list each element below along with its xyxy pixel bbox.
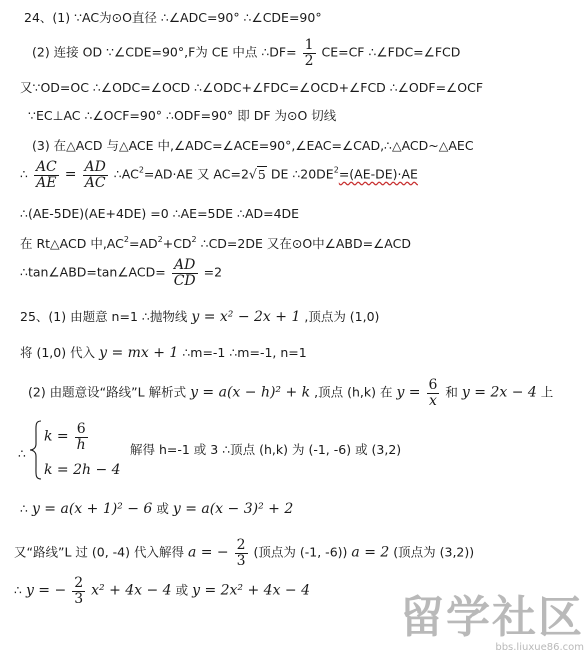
text: (2) 连接 OD ∵∠CDE=90°,F为 CE 中点 ∴DF= <box>32 44 297 60</box>
text: ,顶点 (h,k) 在 <box>314 384 393 400</box>
text: 和 <box>445 384 458 400</box>
superscript: 2 <box>157 235 163 244</box>
denominator: 3 <box>236 552 246 569</box>
text: 又“路线”L 过 (0, -4) 代入解得 <box>14 544 184 560</box>
text: 或 <box>156 501 169 516</box>
text: (顶点为 (3,2)) <box>393 544 475 560</box>
numerator: AC <box>35 159 57 175</box>
text: ∵EC⊥AC ∴∠OCF=90° ∴ODF=90° 即 DF 为⊙O 切线 <box>28 108 337 123</box>
q24-part1 <box>24 12 322 25</box>
fraction-one-half <box>303 38 316 68</box>
q24-part3-line4 <box>20 236 411 251</box>
denominator: AC <box>84 174 106 191</box>
numerator: 6 <box>76 421 86 437</box>
text: 上 <box>540 384 554 400</box>
superscript: 2 <box>138 165 144 175</box>
superscript: 2 <box>123 235 129 244</box>
fraction-2-over-3 <box>235 538 248 568</box>
equation: k = 2h − 4 <box>44 462 121 478</box>
equation: a = − <box>187 544 229 561</box>
equation: y = − <box>25 582 67 599</box>
watermark-url: bbs.liuxue86.com <box>495 642 584 653</box>
fraction-ac-over-ae <box>34 160 59 190</box>
text: = <box>64 166 77 183</box>
watermark-logo: 留学社区 <box>400 592 584 643</box>
system-eq2 <box>44 462 121 478</box>
equation-system <box>18 420 121 480</box>
equation: y = a(x − h)² + k <box>190 384 311 401</box>
fraction-ad-over-ac <box>82 160 107 190</box>
denominator: CD <box>173 272 196 289</box>
q24-part2-line3 <box>28 110 336 123</box>
text: =AD <box>128 236 158 251</box>
fraction-ad-over-cd <box>172 258 198 288</box>
q25-part2-line1 <box>28 378 553 408</box>
q24-part3-line1 <box>32 140 474 153</box>
fraction-6-over-x <box>427 378 440 408</box>
equation: y = mx + 1 <box>99 345 179 361</box>
text: =AD·AE 又 AC=2 <box>143 166 249 182</box>
equation: y = 2x − 4 <box>461 384 537 401</box>
numerator: AD <box>84 159 106 175</box>
text: +CD <box>162 236 192 251</box>
system-eq1 <box>44 422 90 452</box>
text: 25、(1) 由题意 n=1 ∴抛物线 <box>20 309 188 324</box>
watermark <box>400 592 584 653</box>
text: DE ∴20DE <box>270 166 334 182</box>
text: =2 <box>203 264 223 280</box>
denominator: 2 <box>304 52 314 69</box>
radicand: 5 <box>257 166 266 182</box>
q25-part2-line3 <box>20 502 293 516</box>
numerator: 1 <box>304 37 314 53</box>
denominator: AE <box>36 174 57 191</box>
text: ∴m=-1 ∴m=-1, n=1 <box>182 345 307 360</box>
text: ∴ <box>20 501 28 516</box>
text: CE=CF ∴∠FDC=∠FCD <box>321 44 461 60</box>
text: ∴(AE-5DE)(AE+4DE) =0 ∴AE=5DE ∴AD=4DE <box>20 206 300 221</box>
text: (2) 由题意设“路线”L 解析式 <box>28 384 187 400</box>
equation: k = <box>44 428 69 445</box>
sqrt-5: √5 <box>248 166 266 182</box>
text: ∴AC <box>113 166 139 182</box>
therefore-symbol: ∴ <box>18 446 26 461</box>
fraction-2-over-3 <box>72 576 85 606</box>
superscript: 2 <box>333 165 339 175</box>
fraction-6-over-h <box>75 422 88 452</box>
numerator: 2 <box>74 575 84 591</box>
q24-part2-line1 <box>32 38 460 68</box>
q25-part1-line2 <box>20 346 307 360</box>
text: ,顶点为 (1,0) <box>304 309 380 324</box>
q24-part3-line5 <box>20 258 222 288</box>
text: (顶点为 (-1, -6)) <box>253 544 348 560</box>
equation: y = 2x² + 4x − 4 <box>192 582 311 599</box>
text: ∴ <box>20 166 28 182</box>
brace-icon <box>28 420 44 480</box>
denominator: h <box>76 436 86 453</box>
text: ∴ <box>14 582 22 598</box>
q24-part3-line3 <box>20 208 299 221</box>
equation: x² + 4x − 4 <box>91 582 172 599</box>
text: 在 Rt△ACD 中,AC <box>20 236 124 251</box>
equation: y = a(x − 3)² + 2 <box>172 501 294 517</box>
equation: a = 2 <box>351 544 390 561</box>
numerator: 6 <box>428 377 438 393</box>
equation: y = <box>396 384 421 401</box>
text: 又∵OD=OC ∴∠ODC=∠OCD ∴∠ODC+∠FDC=∠OCD+∠FCD ∴∠ODF=∠OCF <box>20 80 484 95</box>
text: =(AE-DE)·AE <box>338 166 418 182</box>
q24-part2-line2 <box>20 82 483 95</box>
q25-part2-solve <box>130 444 401 457</box>
text: 将 (1,0) 代入 <box>20 345 96 360</box>
text: 解得 h=-1 或 3 ∴顶点 (h,k) 为 (-1, -6) 或 (3,2) <box>130 442 402 457</box>
q25-part2-line4 <box>14 538 474 568</box>
text: ∴tan∠ABD=tan∠ACD= <box>20 264 166 280</box>
text: 或 <box>175 582 189 598</box>
q25-part2-line5 <box>14 576 310 606</box>
q24-part3-line2 <box>20 160 418 190</box>
equation: y = a(x + 1)² − 6 <box>31 501 153 517</box>
equation: y = x² − 2x + 1 <box>191 309 301 325</box>
text: 24、(1) ∵AC为⊙O直径 ∴∠ADC=90° ∴∠CDE=90° <box>24 10 322 25</box>
text: ∴CD=2DE 又在⊙O中∠ABD=∠ACD <box>196 236 411 251</box>
numerator: AD <box>174 257 196 273</box>
denominator: x <box>429 392 437 409</box>
text: (3) 在△ACD 与△ACE 中,∠ADC=∠ACE=90°,∠EAC=∠CAD,∴△ACD~△AEC <box>32 138 474 153</box>
superscript: 2 <box>191 235 197 244</box>
q25-part1-line1 <box>20 310 379 324</box>
numerator: 2 <box>236 537 246 553</box>
denominator: 3 <box>74 590 84 607</box>
